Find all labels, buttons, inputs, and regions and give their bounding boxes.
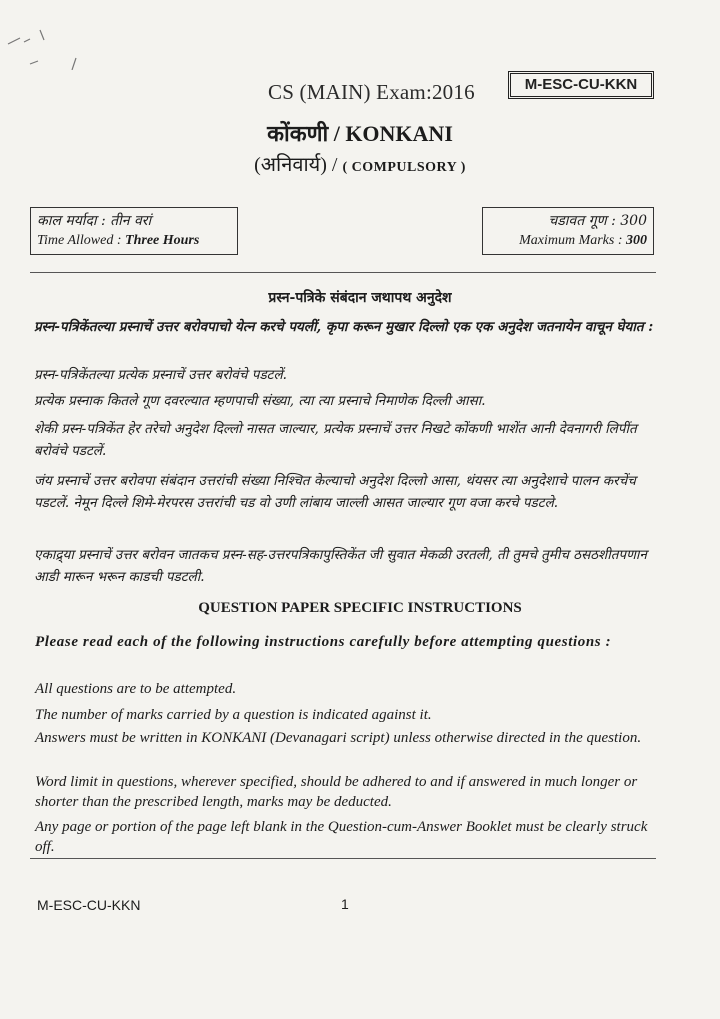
maximum-marks-box bbox=[482, 207, 654, 255]
scan-marks bbox=[0, 0, 100, 70]
konkani-item-3: शेकी प्रस्न-पत्रिकेंत हेर तरेचो अनुदेश दिल्लो नासत जाल्यार, प्रत्येक प्रस्नाचें उत्तर निखटे कोंकणी भाशेंत आनी देवनागरी लिपींत बरोवंचे पडटलें. bbox=[34, 421, 637, 459]
time-allowed-dev: काल मर्यादा : तीन वरां bbox=[37, 213, 152, 229]
compulsory-eng: ( COMPULSORY ) bbox=[342, 160, 466, 175]
compulsory-title bbox=[0, 150, 720, 177]
maximum-marks-eng bbox=[489, 233, 647, 249]
english-item-4: Word limit in questions, wherever specified, should be adhered to and if answered in much longer or shorter than the prescribed length, marks may be deducted. bbox=[35, 774, 638, 810]
english-item-2: The number of marks carried by a question is indicated against it. bbox=[35, 707, 432, 723]
time-allowed-box bbox=[30, 207, 238, 255]
english-intro: Please read each of the following instructions carefully before attempting questions : bbox=[35, 634, 612, 650]
maximum-marks-label: Maximum Marks : bbox=[519, 233, 626, 248]
divider-bottom bbox=[30, 858, 656, 859]
maximum-marks-dev: चडावत गूण : 300 bbox=[548, 213, 647, 229]
page-number: 1 bbox=[341, 896, 349, 912]
konkani-item-5: एकाद्र्या प्रस्नाचें उत्तर बरोवन जातकच प्रस्न-सह-उत्तरपत्रिकापुस्तिकेंत जी सुवात मेकळी उरतली, ती तुमचे तुमीच ठसठशीतपणान आडी मारून भरून काडची पडटली. bbox=[34, 547, 647, 585]
time-allowed-label: Time Allowed : bbox=[37, 233, 126, 248]
konkani-intro: प्रस्न-पत्रिकेंतल्या प्रस्नाचें उत्तर बरोवपाचो येत्न करचे पयलीं, कृपा करून मुखार दिल्लो एक एक अनुदेश जतनायेन वाचून घेयात : bbox=[34, 319, 654, 335]
konkani-item-2: प्रत्येक प्रस्नाक कितले गूण दवरल्यात म्हणपाची संख्या, त्या त्या प्रस्नाचे निमाणेक दिल्ली आसा. bbox=[34, 393, 486, 409]
konkani-item-4: जंय प्रस्नाचें उत्तर बरोवपा संबंदान उत्तरांची संख्या निश्चित केल्याचो अनुदेश दिल्लो आसा, थंयसर त्या अनुदेशाचे पालन करचेंच पडटलें. नेमून दिल्ले शिमे-मेरपरस उत्तरांची चड वो उणी लांबाय जाल्ली आसत जाल्यार गूण वजा करचे पडटले. bbox=[34, 473, 636, 511]
konkani-item-1: प्रस्न-पत्रिकेंतल्या प्रत्येक प्रस्नाचें उत्तर बरोवंचे पडटलें. bbox=[34, 367, 287, 383]
footer-paper-code: M-ESC-CU-KKN bbox=[37, 897, 141, 913]
time-allowed-value: Three Hours bbox=[125, 233, 200, 248]
english-item-5: Any page or portion of the page left blank in the Question-cum-Answer Booklet must be clearly struck off. bbox=[35, 819, 648, 855]
divider-top bbox=[30, 272, 656, 273]
english-item-3: Answers must be written in KONKANI (Devanagari script) unless otherwise directed in the question. bbox=[35, 730, 642, 746]
paper-code-box: M-ESC-CU-KKN bbox=[510, 73, 652, 97]
konkani-instructions-heading: प्रस्न-पत्रिके संबंदान जथापथ अनुदेश bbox=[268, 290, 452, 306]
maximum-marks-value: 300 bbox=[626, 233, 647, 248]
exam-title: CS (MAIN) Exam:2016 bbox=[268, 80, 475, 104]
compulsory-dev: (अनिवार्य) / bbox=[254, 154, 343, 176]
english-instructions-heading: QUESTION PAPER SPECIFIC INSTRUCTIONS bbox=[198, 600, 522, 616]
english-item-1: All questions are to be attempted. bbox=[35, 681, 237, 697]
language-title: कोंकणी / KONKANI bbox=[267, 121, 453, 146]
time-allowed-eng bbox=[37, 233, 231, 249]
